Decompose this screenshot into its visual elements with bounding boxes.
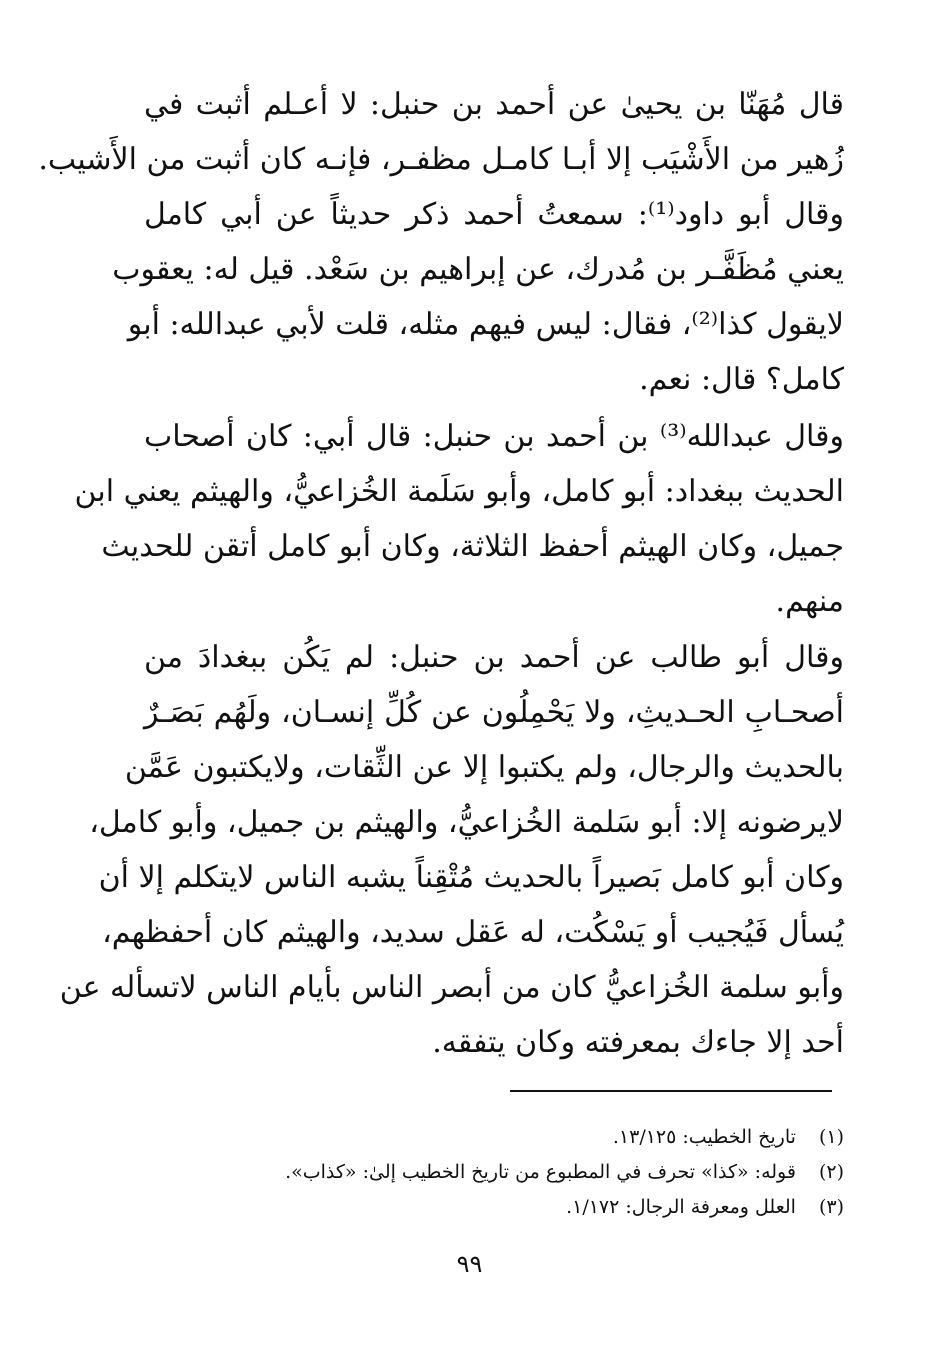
text-line: أحد إلا جاءك بمعرفته وكان يتفقه. — [432, 1025, 844, 1060]
text-line: وقال أبو طالب عن أحمد بن حنبل: لم يَكُن ببغدادَ من — [144, 640, 844, 675]
text-line: لايرضونه إلا: أبو سَلمة الخُزاعيُّ، والهيثم بن جميل، وأبو كامل، — [89, 805, 844, 840]
paragraph-3 — [74, 409, 844, 629]
paragraph-4 — [59, 630, 844, 1070]
page-number: ٩٩ — [456, 1250, 483, 1278]
paragraph-1 — [38, 77, 844, 187]
footnote-text: تاريخ الخطيب: ١٣/١٢٥. — [612, 1126, 796, 1148]
text-line: وأبو سلمة الخُزاعيُّ كان من أبصر الناس بأيام الناس لاتسأله عن — [59, 970, 844, 1005]
footnote-number: (٢) — [818, 1161, 844, 1183]
text-line: وكان أبو كامل بَصيراً بالحديث مُتْقِناً يشبه الناس لايتكلم إلا أن — [98, 860, 844, 895]
footnote-number: (٣) — [818, 1196, 844, 1218]
text-line: وقال عبدالله⁽³⁾ بن أحمد بن حنبل: قال أبي: كان أصحاب — [144, 419, 844, 454]
text-line: لايقول كذا⁽²⁾، فقال: ليس فيهم مثله، قلت لأبي عبدالله: أبو — [127, 307, 844, 342]
footnote-item — [144, 1190, 844, 1225]
text-line: جميل، وكان الهيثم أحفظ الثلاثة، وكان أبو كامل أتقن للحديث — [101, 529, 844, 564]
text-line: يعني مُظَفَّـر بن مُدرك، عن إبراهيم بن سَعْد. قيل له: يعقوب — [112, 252, 844, 287]
footnote-text: العلل ومعرفة الرجال: ١/١٧٢. — [566, 1196, 796, 1218]
text-line: الحديث ببغداد: أبو كامل، وأبو سَلَمة الخُزاعيُّ، والهيثم يعني ابن — [74, 474, 844, 509]
text-line: منهم. — [775, 584, 844, 619]
footnote-divider — [510, 1090, 832, 1092]
text-line: وقال أبو داود⁽¹⁾: سمعتُ أحمد ذكر حديثاً عن أبي كامل — [144, 197, 844, 232]
text-line: بالحديث والرجال، ولم يكتبوا إلا عن الثِّقات، ولايكتبون عَمَّن — [124, 750, 844, 785]
footnote-number: (١) — [818, 1126, 844, 1148]
footnote-text: قوله: «كذا» تحرف في المطبوع من تاريخ الخطيب إلىٰ: «كذاب». — [285, 1161, 796, 1183]
text-line: أصحـابِ الحـديثِ، ولا يَحْمِلُون عن كُلِّ إنسـان، ولَهُم بَصَـرٌ — [144, 695, 844, 730]
footnotes — [144, 1120, 844, 1225]
paragraph-2 — [112, 187, 844, 407]
text-line: كامل؟ قال: نعم. — [639, 362, 844, 397]
footnote-item — [144, 1155, 844, 1190]
text-line: زُهير من الأَشْيَب إلا أبـا كامـل مظفـر، فإنـه كان أثبت من الأَشيب. — [38, 142, 844, 177]
text-line: يُسأل فَيُجيب أو يَسْكُت، له عَقل سديد، والهيثم كان أحفظهم، — [102, 915, 844, 950]
footnote-item — [144, 1120, 844, 1155]
text-line: قال مُهَنّا بن يحيىٰ عن أحمد بن حنبل: لا أعـلم أثبت في — [144, 87, 844, 122]
